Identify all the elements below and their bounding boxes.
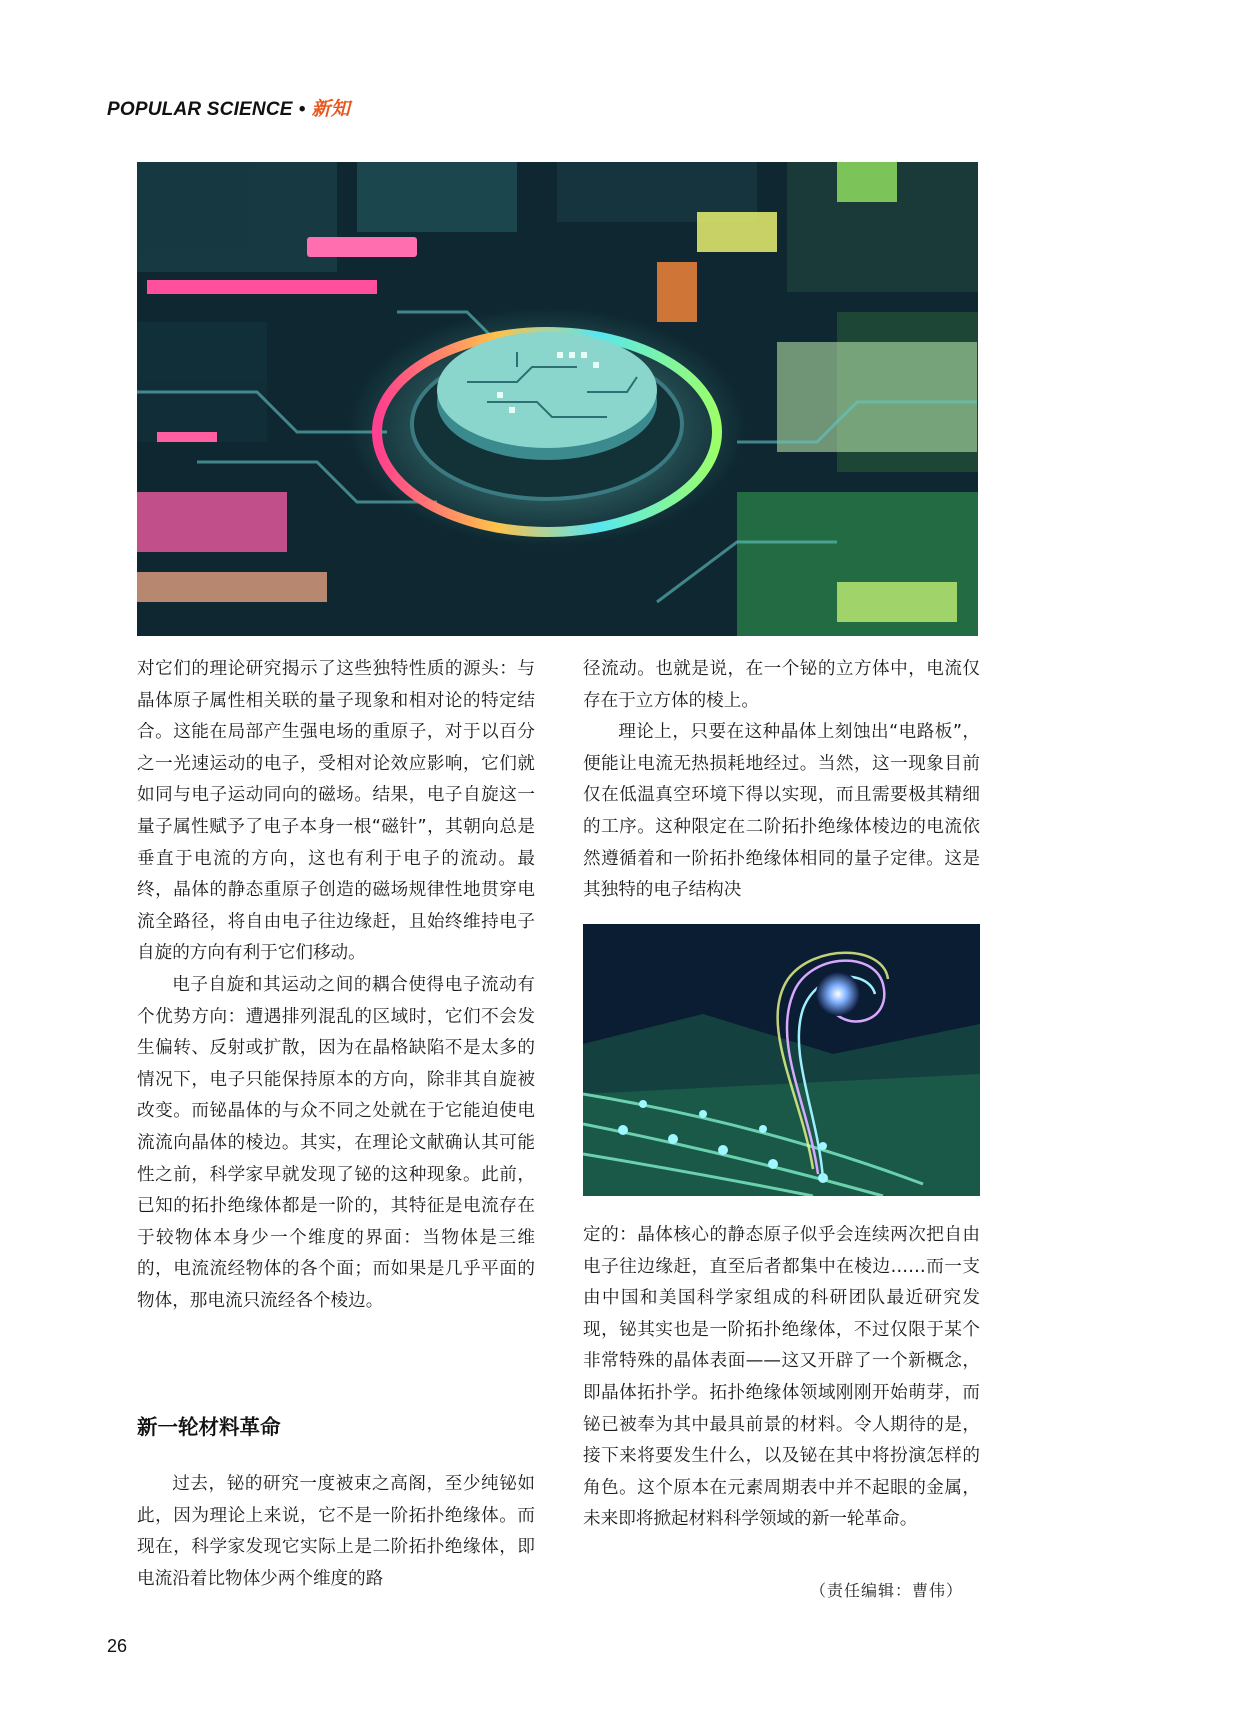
figure-image [583, 924, 980, 1196]
left-column-bottom [137, 1469, 535, 1595]
circuit-chip-illustration [137, 162, 978, 636]
magazine-brand: POPULAR SCIENCE [107, 99, 293, 120]
paragraph: 定的：晶体核心的静态原子似乎会连续两次把自由电子往边缘赶，直至后者都集中在棱边……而一支由中国和美国科学家组成的科研团队最近研究发现，铋其实也是一阶拓扑绝缘体，不过仅限于某个非常特殊的晶体表面——这又开辟了一个新概念，即晶体拓扑学。拓扑绝缘体领域刚刚开始萌芽，而铋已被奉为其中最具前景的材料。令人期待的是，接下来将要发生什么，以及铋在其中将扮演怎样的角色。这个原本在元素周期表中并不起眼的金属，未来即将掀起材料科学领域的新一轮革命。 [583, 1225, 980, 1530]
electron-spiral-illustration [583, 924, 980, 1196]
paragraph: 径流动。也就是说，在一个铋的立方体中，电流仅存在于立方体的棱上。 [583, 659, 980, 711]
header-separator: • [298, 99, 306, 120]
paragraph: 过去，铋的研究一度被束之高阁，至少纯铋如此，因为理论上来说，它不是一阶拓扑绝缘体。而现在，科学家发现它实际上是二阶拓扑绝缘体，即电流沿着比物体少两个维度的路 [137, 1474, 535, 1589]
paragraph: 对它们的理论研究揭示了这些独特性质的源头：与晶体原子属性相关联的量子现象和相对论的特定结合。这能在局部产生强电场的重原子，对于以百分之一光速运动的电子，受相对论效应影响，它们就如同与电子运动同向的磁场。结果，电子自旋这一量子属性赋予了电子本身一根“磁针”，其朝向总是垂直于电流的方向，这也有利于电子的流动。最终，晶体的静态重原子创造的磁场规律性地贯穿电流全路径，将自由电子往边缘赶，且始终维持电子自旋的方向有利于它们移动。 [137, 659, 535, 964]
hero-image [137, 162, 978, 636]
running-header [107, 94, 350, 121]
paragraph: 电子自旋和其运动之间的耦合使得电子流动有个优势方向：遭遇排列混乱的区域时，它们不会发生偏转、反射或扩散，因为在晶格缺陷不是太多的情况下，电子只能保持原本的方向，除非其自旋被改变。而铋晶体的与众不同之处就在于它能迫使电流流向晶体的棱边。其实，在理论文献确认其可能性之前，科学家早就发现了铋的这种现象。此前，已知的拓扑绝缘体都是一阶的，其特征是电流存在于较物体本身少一个维度的界面：当物体是三维的，电流流经物体的各个面；而如果是几乎平面的物体，那电流只流经各个棱边。 [137, 974, 535, 1311]
paragraph: 理论上，只要在这种晶体上刻蚀出“电路板”，便能让电流无热损耗地经过。当然，这一现象目前仅在低温真空环境下得以实现，而且需要极其精细的工序。这种限定在二阶拓扑绝缘体棱边的电流依然遵循着和一阶拓扑绝缘体相同的量子定律。这是其独特的电子结构决 [583, 722, 980, 901]
right-column-top [583, 654, 980, 907]
editor-credit: （责任编辑：曹伟） [810, 1581, 964, 1600]
right-column-bottom [583, 1220, 980, 1536]
section-subheading: 新一轮材料革命 [137, 1415, 281, 1439]
page-number: 26 [107, 1636, 128, 1656]
left-column-top [137, 654, 535, 1317]
section-name: 新知 [311, 98, 350, 120]
